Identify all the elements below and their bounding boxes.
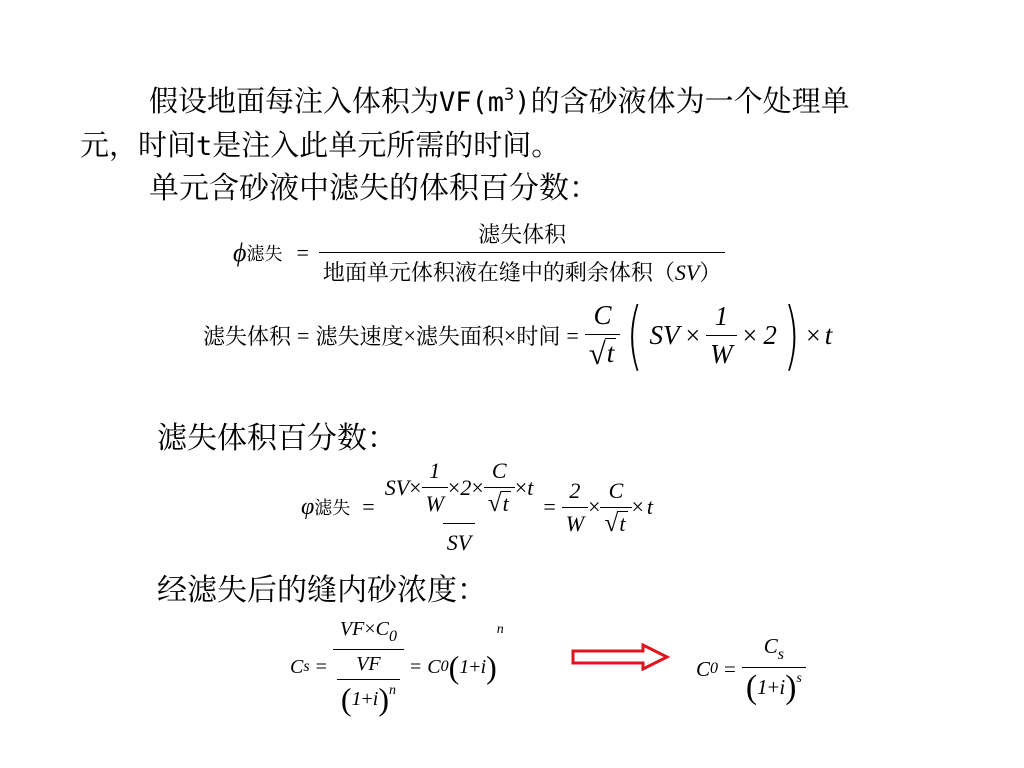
equation-sand-concentration: C s = $VF\times C_0$ VF ( 1 + i ) n = C 0 ( 1 + i ) n — [290, 618, 504, 717]
fraction: $\frac{1}{W}$ — [706, 301, 737, 370]
fraction: C √ t — [600, 478, 631, 537]
phi-symbol: ϕ — [233, 237, 247, 267]
section-heading-loss-fraction: 单元含砂液中滤失的体积百分数： — [149, 171, 599, 206]
right-paren: ) — [783, 291, 800, 379]
fraction: SV × $\frac{1}{W}$ × 2 × C √ t × t SV — [384, 458, 534, 555]
intro-line-2: 元，时间t是注入此单元所需的时间。 — [80, 128, 561, 162]
intro-paragraph — [80, 74, 980, 168]
equation-loss-percentage: φ 滤失 = SV × $\frac{1}{W}$ × 2 × C √ t × t SV = $\frac{2}{W}$ × C √ t × t — [301, 458, 654, 555]
equation-initial-concentration: C 0 = $C_s$ ( 1 + i ) s — [696, 634, 806, 705]
intro-line-1: 假设地面每注入体积为$VF(m^3)$的含砂液体为一个处理单 — [149, 84, 850, 118]
equation-loss-volume: 滤失体积 = 滤失速度 × 滤失面积 × 时间 = C √ t ( SV × $\frac{1}{W}$ × 2 ) × t — [203, 291, 833, 379]
left-paren: ( — [626, 291, 643, 379]
fraction: $C_s$ ( 1 + i ) s — [742, 634, 806, 705]
right-arrow-outline-icon — [571, 643, 671, 675]
fraction: $VF\times C_0$ VF ( 1 + i ) n — [333, 618, 404, 716]
fraction: $\frac{\text{滤失体积}}{\text{地面单元体积液在缝中的剩余体积（SV）}}$ — [319, 218, 725, 287]
section-heading-sand-concentration: 经滤失后的缝内砂浓度： — [157, 573, 487, 608]
section-heading-loss-percentage: 滤失体积百分数： — [157, 421, 397, 456]
equation-loss-fraction: ϕ 滤失 = $\frac{\text{滤失体积}}{\text{地面单元体积液在缝中的剩余体积（SV）}}$ — [233, 218, 725, 287]
fraction: C √ t — [585, 300, 621, 371]
fraction: $\frac{2}{W}$ — [562, 478, 588, 537]
